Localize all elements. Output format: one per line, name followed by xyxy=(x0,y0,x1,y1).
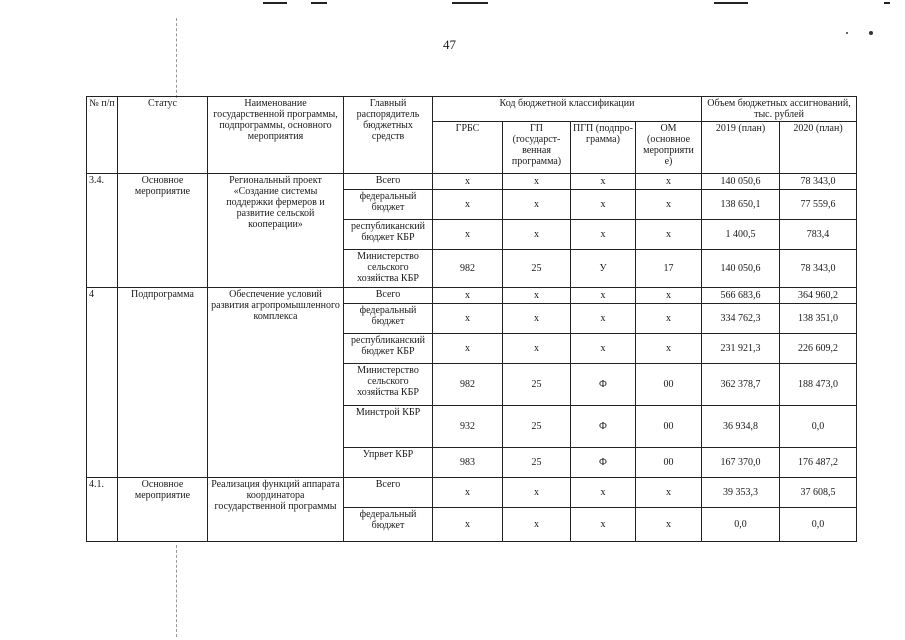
row-gp: х xyxy=(503,478,571,508)
header-2020: 2020 (план) xyxy=(780,122,857,174)
row-number: 4.1. xyxy=(87,478,118,542)
header-manager: Главный распорядитель бюджетных средств xyxy=(344,97,433,174)
header-grbs: ГРБС xyxy=(433,122,503,174)
row-y2019: 140 050,6 xyxy=(702,250,780,288)
row-grbs: х xyxy=(433,478,503,508)
header-volume-group: Объем бюджетных ассигнований, тыс. рублей xyxy=(702,97,857,122)
row-gp: х xyxy=(503,190,571,220)
header-gp: ГП (государст-венная программа) xyxy=(503,122,571,174)
row-source: федеральный бюджет xyxy=(344,190,433,220)
row-pgp: х xyxy=(571,478,636,508)
row-pgp: х xyxy=(571,304,636,334)
row-gp: х xyxy=(503,304,571,334)
row-pgp: Ф xyxy=(571,448,636,478)
row-om: х xyxy=(636,288,702,304)
scan-speck xyxy=(869,31,873,35)
row-grbs: х xyxy=(433,304,503,334)
row-om: х xyxy=(636,190,702,220)
row-y2020: 783,4 xyxy=(780,220,857,250)
row-source: Министерство сельского хозяйства КБР xyxy=(344,364,433,406)
row-source: Всего xyxy=(344,288,433,304)
row-source: республиканский бюджет КБР xyxy=(344,334,433,364)
row-om: х xyxy=(636,220,702,250)
row-y2019: 0,0 xyxy=(702,508,780,542)
row-name: Реализация функций аппарата координатора государственной программы xyxy=(208,478,344,542)
row-y2020: 77 559,6 xyxy=(780,190,857,220)
row-om: х xyxy=(636,508,702,542)
row-y2019: 1 400,5 xyxy=(702,220,780,250)
row-name: Обеспечение условий развития агропромышленного комплекса xyxy=(208,288,344,478)
scan-speck xyxy=(846,32,848,34)
row-grbs: х xyxy=(433,288,503,304)
row-pgp: х xyxy=(571,174,636,190)
header-status: Статус xyxy=(118,97,208,174)
row-y2019: 334 762,3 xyxy=(702,304,780,334)
row-gp: х xyxy=(503,174,571,190)
row-y2019: 566 683,6 xyxy=(702,288,780,304)
header-2019: 2019 (план) xyxy=(702,122,780,174)
row-grbs: 932 xyxy=(433,406,503,448)
scan-mark xyxy=(884,2,890,4)
row-source: республиканский бюджет КБР xyxy=(344,220,433,250)
row-y2020: 364 960,2 xyxy=(780,288,857,304)
row-y2020: 138 351,0 xyxy=(780,304,857,334)
row-y2020: 226 609,2 xyxy=(780,334,857,364)
row-pgp: х xyxy=(571,508,636,542)
row-number: 4 xyxy=(87,288,118,478)
row-y2019: 362 378,7 xyxy=(702,364,780,406)
row-y2020: 78 343,0 xyxy=(780,174,857,190)
row-source: Министерство сельского хозяйства КБР xyxy=(344,250,433,288)
row-gp: х xyxy=(503,288,571,304)
row-grbs: 982 xyxy=(433,250,503,288)
row-pgp: х xyxy=(571,334,636,364)
row-grbs: х xyxy=(433,334,503,364)
row-y2019: 167 370,0 xyxy=(702,448,780,478)
row-om: 00 xyxy=(636,448,702,478)
budget-table xyxy=(86,96,857,542)
row-pgp: х xyxy=(571,288,636,304)
table-row xyxy=(87,288,857,304)
row-y2019: 39 353,3 xyxy=(702,478,780,508)
row-name: Региональный проект «Создание системы поддержки фермеров и развитие сельской кооперации» xyxy=(208,174,344,288)
row-gp: х xyxy=(503,334,571,364)
row-y2019: 231 921,3 xyxy=(702,334,780,364)
header-name: Наименование государственной программы, подпрограммы, основного мероприятия xyxy=(208,97,344,174)
row-grbs: х xyxy=(433,190,503,220)
row-y2020: 188 473,0 xyxy=(780,364,857,406)
row-grbs: х xyxy=(433,174,503,190)
scan-mark xyxy=(311,2,327,4)
row-source: Минстрой КБР xyxy=(344,406,433,448)
row-gp: 25 xyxy=(503,448,571,478)
row-pgp: Ф xyxy=(571,364,636,406)
row-status: Основное мероприятие xyxy=(118,174,208,288)
row-om: х xyxy=(636,174,702,190)
scan-mark xyxy=(714,2,748,4)
row-grbs: 983 xyxy=(433,448,503,478)
table-row xyxy=(87,174,857,190)
row-y2020: 0,0 xyxy=(780,508,857,542)
row-source: Всего xyxy=(344,478,433,508)
row-pgp: Ф xyxy=(571,406,636,448)
row-y2020: 0,0 xyxy=(780,406,857,448)
row-gp: 25 xyxy=(503,364,571,406)
row-gp: 25 xyxy=(503,406,571,448)
row-status: Основное мероприятие xyxy=(118,478,208,542)
row-gp: 25 xyxy=(503,250,571,288)
row-pgp: х xyxy=(571,190,636,220)
row-source: Упрвет КБР xyxy=(344,448,433,478)
row-om: 00 xyxy=(636,406,702,448)
scan-mark xyxy=(452,2,488,4)
row-gp: х xyxy=(503,220,571,250)
scan-fold-line xyxy=(176,18,177,98)
header-num: № п/п xyxy=(87,97,118,174)
row-source: Всего xyxy=(344,174,433,190)
row-y2019: 36 934,8 xyxy=(702,406,780,448)
row-y2020: 37 608,5 xyxy=(780,478,857,508)
header-pgp: ПГП (подпро-грамма) xyxy=(571,122,636,174)
row-gp: х xyxy=(503,508,571,542)
row-om: х xyxy=(636,478,702,508)
page-number: 47 xyxy=(443,37,456,52)
row-number: 3.4. xyxy=(87,174,118,288)
table-row xyxy=(87,478,857,508)
scan-mark xyxy=(263,2,287,4)
row-y2019: 140 050,6 xyxy=(702,174,780,190)
header-code-group: Код бюджетной классификации xyxy=(433,97,702,122)
row-om: х xyxy=(636,334,702,364)
row-status: Подпрограмма xyxy=(118,288,208,478)
scan-fold-line xyxy=(176,545,177,637)
row-om: 00 xyxy=(636,364,702,406)
row-y2020: 78 343,0 xyxy=(780,250,857,288)
row-om: х xyxy=(636,304,702,334)
row-y2019: 138 650,1 xyxy=(702,190,780,220)
row-source: федеральный бюджет xyxy=(344,304,433,334)
row-pgp: х xyxy=(571,220,636,250)
row-source: федеральный бюджет xyxy=(344,508,433,542)
row-grbs: 982 xyxy=(433,364,503,406)
row-grbs: х xyxy=(433,508,503,542)
row-om: 17 xyxy=(636,250,702,288)
row-y2020: 176 487,2 xyxy=(780,448,857,478)
header-om: ОМ (основное мероприяти е) xyxy=(636,122,702,174)
row-pgp: У xyxy=(571,250,636,288)
row-grbs: х xyxy=(433,220,503,250)
table-body xyxy=(87,174,857,542)
